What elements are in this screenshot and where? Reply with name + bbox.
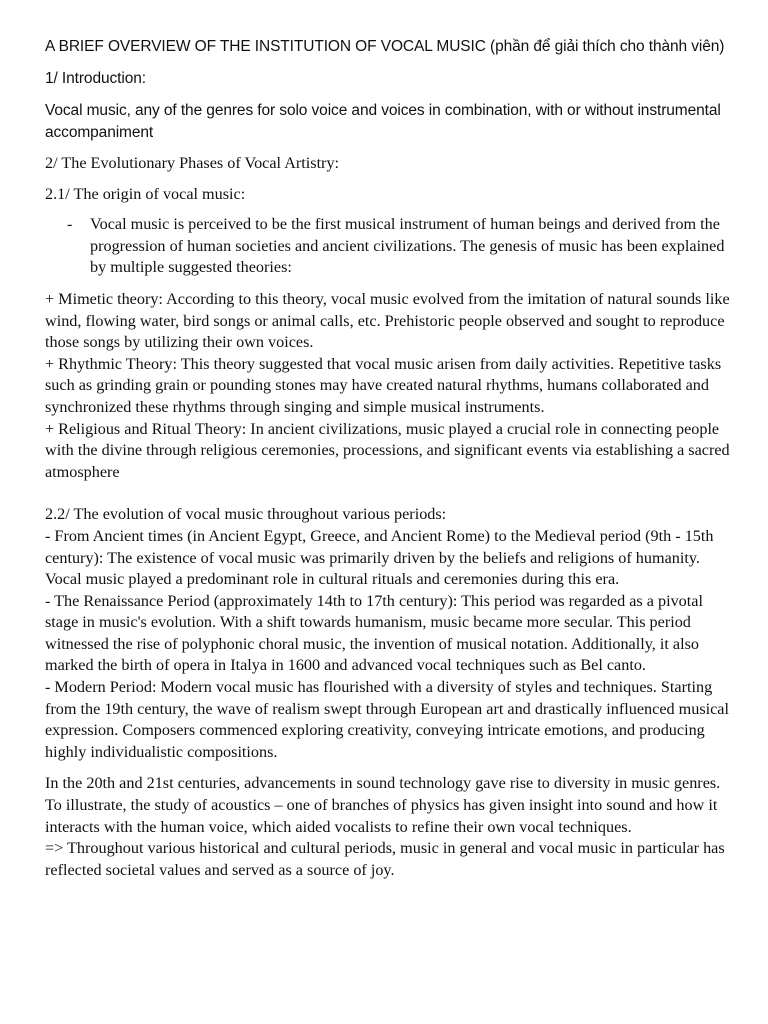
modern-paragraph: In the 20th and 21st centuries, advancements in sound technology gave rise to diversity in music genres. To illustrate, the study of acoustics – one of branches of physics has given insight into sound and how it interacts with the human voice, which aided vocalists to refine their own vocal techniques. — [45, 774, 721, 836]
period-ancient-medieval: - From Ancient times (in Ancient Egypt, Greece, and Ancient Rome) to the Medieval period (9th - 15th century): The existence of vocal music was primarily driven by the beliefs and religions of humanity. Vocal music played a predominant role in cultural rituals and ceremonies during this era. — [45, 526, 714, 589]
document-page — [45, 36, 735, 881]
evolution-heading: 2.2/ The evolution of vocal music throughout various periods: — [45, 505, 447, 524]
evolutionary-phases-heading: 2/ The Evolutionary Phases of Vocal Artistry: — [45, 154, 340, 172]
theory-religious: + Religious and Ritual Theory: In ancient civilizations, music played a crucial role in connecting people with the divine through religious ceremonies, processions, and significant events via establishing a sacred atmosphere — [45, 419, 730, 481]
theory-mimetic: + Mimetic theory: According to this theory, vocal music evolved from the imitation of natural sounds like wind, flowing water, bird songs or animal calls, etc. Prehistoric people observed and sought to reproduce those songs by utilizing their own voices. — [45, 289, 730, 352]
bullet-marker: - — [67, 215, 73, 234]
period-modern: - Modern Period: Modern vocal music has flourished with a diversity of styles and techniques. Starting from the 19th century, the wave of realism swept through European art and drastically influenced musical expression. Composers commenced exploring creativity, conveying intricate emotions, and producing highly individualistic compositions. — [45, 678, 729, 761]
bullet-text: Vocal music is perceived to be the first musical instrument of human beings and derived from the progression of human societies and ancient civilizations. The genesis of music has been explained by multiple suggested theories: — [90, 215, 725, 277]
origin-heading: 2.1/ The origin of vocal music: — [45, 184, 246, 203]
evolution-block — [45, 504, 735, 763]
origin-bullet-item — [45, 214, 735, 279]
theory-rhythmic: + Rhythmic Theory: This theory suggested that vocal music arisen from daily activities. Repetitive tasks such as grinding grain or pounding stones may have created natural rhythms, humans collaborated and synchronized these rhythms through singing and simple musical instruments. — [45, 354, 722, 416]
modern-block — [45, 773, 735, 881]
conclusion-paragraph: => Throughout various historical and cultural periods, music in general and vocal music in particular has reflected societal values and served as a source of joy. — [45, 839, 725, 879]
document-title: A BRIEF OVERVIEW OF THE INSTITUTION OF VOCAL MUSIC (phần để giải thích cho thành viên) — [45, 38, 725, 55]
introduction-body: Vocal music, any of the genres for solo voice and voices in combination, with or without instrumental accompaniment — [45, 102, 721, 141]
period-renaissance: - The Renaissance Period (approximately 14th to 17th century): This period was regarded as a pivotal stage in music's evolution. With a shift towards humanism, music became more secular. This period witnessed the rise of polyphonic choral music, the invention of musical notation. Additionally, it also marked the birth of opera in Italya in 1600 and advanced vocal techniques such as Bel canto. — [45, 591, 703, 675]
theories-block — [45, 289, 735, 483]
introduction-heading: 1/ Introduction: — [45, 70, 146, 87]
